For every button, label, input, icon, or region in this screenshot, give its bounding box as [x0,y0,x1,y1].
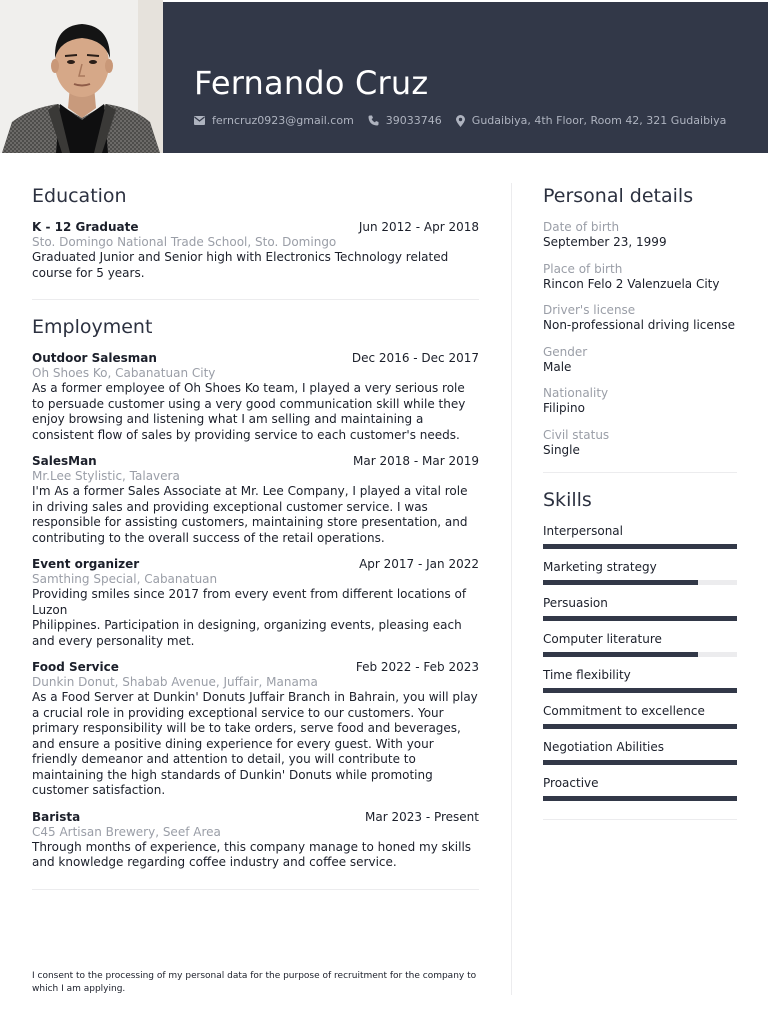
entry-description: I'm As a former Sales Associate at Mr. Lee Company, I played a vital role in driving sales and providing exceptional customer service. I was responsible for assisting customers, maintaining store presentation, and contributing to the overall success of the retail operations. [32,484,468,545]
entry-description: Graduated Junior and Senior high with Electronics Technology related course for 5 years. [32,250,449,280]
skill-level-bar [543,652,737,657]
address-text: Gudaibiya, 4th Floor, Room 42, 321 Gudaibiya [471,114,727,127]
skill-level-fill [543,760,737,765]
employment-title: Employment [32,316,153,338]
mail-icon [194,116,205,125]
skills-list [543,524,737,801]
entry-date: Jun 2012 - Apr 2018 [358,220,479,234]
entry-title: SalesMan [32,454,97,468]
skill-item [543,632,737,657]
detail-drivers-license [543,303,737,334]
skill-level-bar [543,580,737,585]
skill-level-fill [543,544,737,549]
detail-label: Date of birth [543,220,620,234]
skill-level-fill [543,724,737,729]
section-divider [543,472,737,473]
candidate-name: Fernando Cruz [194,64,429,102]
entry-organization: Samthing Special, Cabanatuan [32,572,218,586]
detail-value: Non-professional driving license [543,318,736,332]
skill-name: Marketing strategy [543,560,657,574]
profile-photo [0,0,163,153]
entry-description: As a Food Server at Dunkin' Donuts Juffair Branch in Bahrain, you will play a crucial role in providing exceptional service to our customers. Your primary responsibility will be to take orders, serve food and beverages, and ensure a positive dining experience for every guest. With your friendly demeanor and attention to detail, you will contribute to maintaining the high standards of Dunkin' Donuts while promoting customer satisfaction. [32,690,478,797]
section-divider [543,819,737,820]
entry-date: Mar 2018 - Mar 2019 [353,454,479,468]
entry-description: As a former employee of Oh Shoes Ko team, I played a very serious role to persuade customer using a very good communication skill while they enjoy browsing and listening what I am selling and maintaining a consistent flow of sales by providing service to each customer's needs. [32,381,466,442]
skill-level-bar [543,796,737,801]
detail-label: Place of birth [543,261,623,276]
entry-title: Barista [32,809,81,824]
skill-name: Computer literature [543,632,662,646]
skill-level-fill [543,616,737,621]
skill-name: Time flexibility [543,668,631,682]
skill-name: Proactive [543,776,599,790]
skill-level-fill [543,580,698,585]
detail-value: Filipino [543,401,585,415]
employment-entry [32,810,479,871]
detail-value: Rincon Felo 2 Valenzuela City [543,276,720,291]
email-text: ferncruz0923@gmail.com [212,114,354,127]
detail-label: Nationality [543,386,609,400]
detail-label: Driver's license [543,303,636,317]
entry-organization: Oh Shoes Ko, Cabanatuan City [32,366,216,380]
section-divider [32,889,479,890]
detail-nationality [543,386,737,417]
detail-place-of-birth [543,262,737,293]
entry-description: Providing smiles since 2017 from every event from different locations of Luzon Philippines. Participation in designing, organizing events, pleasing each and every personality met. [32,587,467,648]
skill-level-bar [543,616,737,621]
detail-value: Single [543,442,580,457]
employment-entry [32,351,479,443]
skill-level-fill [543,688,737,693]
entry-date: Apr 2017 - Jan 2022 [359,557,479,571]
detail-gender [543,345,737,376]
detail-label: Civil status [543,427,610,442]
contact-address [456,114,727,127]
entry-organization: Sto. Domingo National Trade School, Sto. Domingo [32,235,337,249]
entry-organization: Dunkin Donut, Shabab Avenue, Juffair, Manama [32,675,318,689]
detail-value: September 23, 1999 [543,235,667,249]
skill-name: Persuasion [543,596,608,610]
skill-item [543,560,737,585]
skill-level-bar [543,688,737,693]
contact-email[interactable] [194,114,354,127]
detail-value: Male [543,359,572,374]
detail-civil-status [543,428,737,459]
employment-entry [32,557,479,649]
skill-item [543,668,737,693]
location-pin-icon [456,115,465,127]
skill-level-fill [543,652,698,657]
contact-phone[interactable] [368,114,442,127]
entry-date: Mar 2023 - Present [365,809,479,824]
detail-date-of-birth [543,220,737,251]
header-banner [163,2,768,153]
column-divider [511,183,512,995]
skill-name: Interpersonal [543,524,623,538]
skill-item [543,596,737,621]
skill-name: Commitment to excellence [543,704,705,718]
detail-label: Gender [543,344,588,359]
entry-title: Outdoor Salesman [32,351,157,365]
education-entry [32,220,479,281]
entry-description: Through months of experience, this company manage to honed my skills and knowledge regarding coffee industry and coffee service. [32,839,472,869]
skills-title: Skills [543,489,592,511]
skill-level-bar [543,760,737,765]
employment-entry [32,454,479,546]
left-column [32,183,479,904]
skill-item [543,776,737,801]
entry-date: Dec 2016 - Dec 2017 [351,351,479,365]
phone-text: 39033746 [385,114,442,127]
consent-statement: I consent to the processing of my personal data for the purpose of recruitment for the company to which I am applying. [32,971,477,994]
entry-title: Food Service [32,660,119,674]
right-column [543,183,737,834]
entry-organization: Mr.Lee Stylistic, Talavera [32,469,180,483]
employment-entry [32,660,479,799]
skill-item [543,704,737,729]
personal-details-title: Personal details [543,185,694,207]
skill-level-bar [543,724,737,729]
skill-level-fill [543,796,737,801]
education-title: Education [32,185,127,207]
phone-icon [368,115,379,126]
skill-item [543,740,737,765]
entry-title: K - 12 Graduate [32,220,139,234]
contact-info [194,114,740,127]
entry-organization: C45 Artisan Brewery, Seef Area [32,824,221,839]
entry-title: Event organizer [32,557,140,571]
skill-name: Negotiation Abilities [543,740,665,754]
skill-level-bar [543,544,737,549]
entry-date: Feb 2022 - Feb 2023 [355,660,479,674]
skill-item [543,524,737,549]
section-divider [32,299,479,300]
